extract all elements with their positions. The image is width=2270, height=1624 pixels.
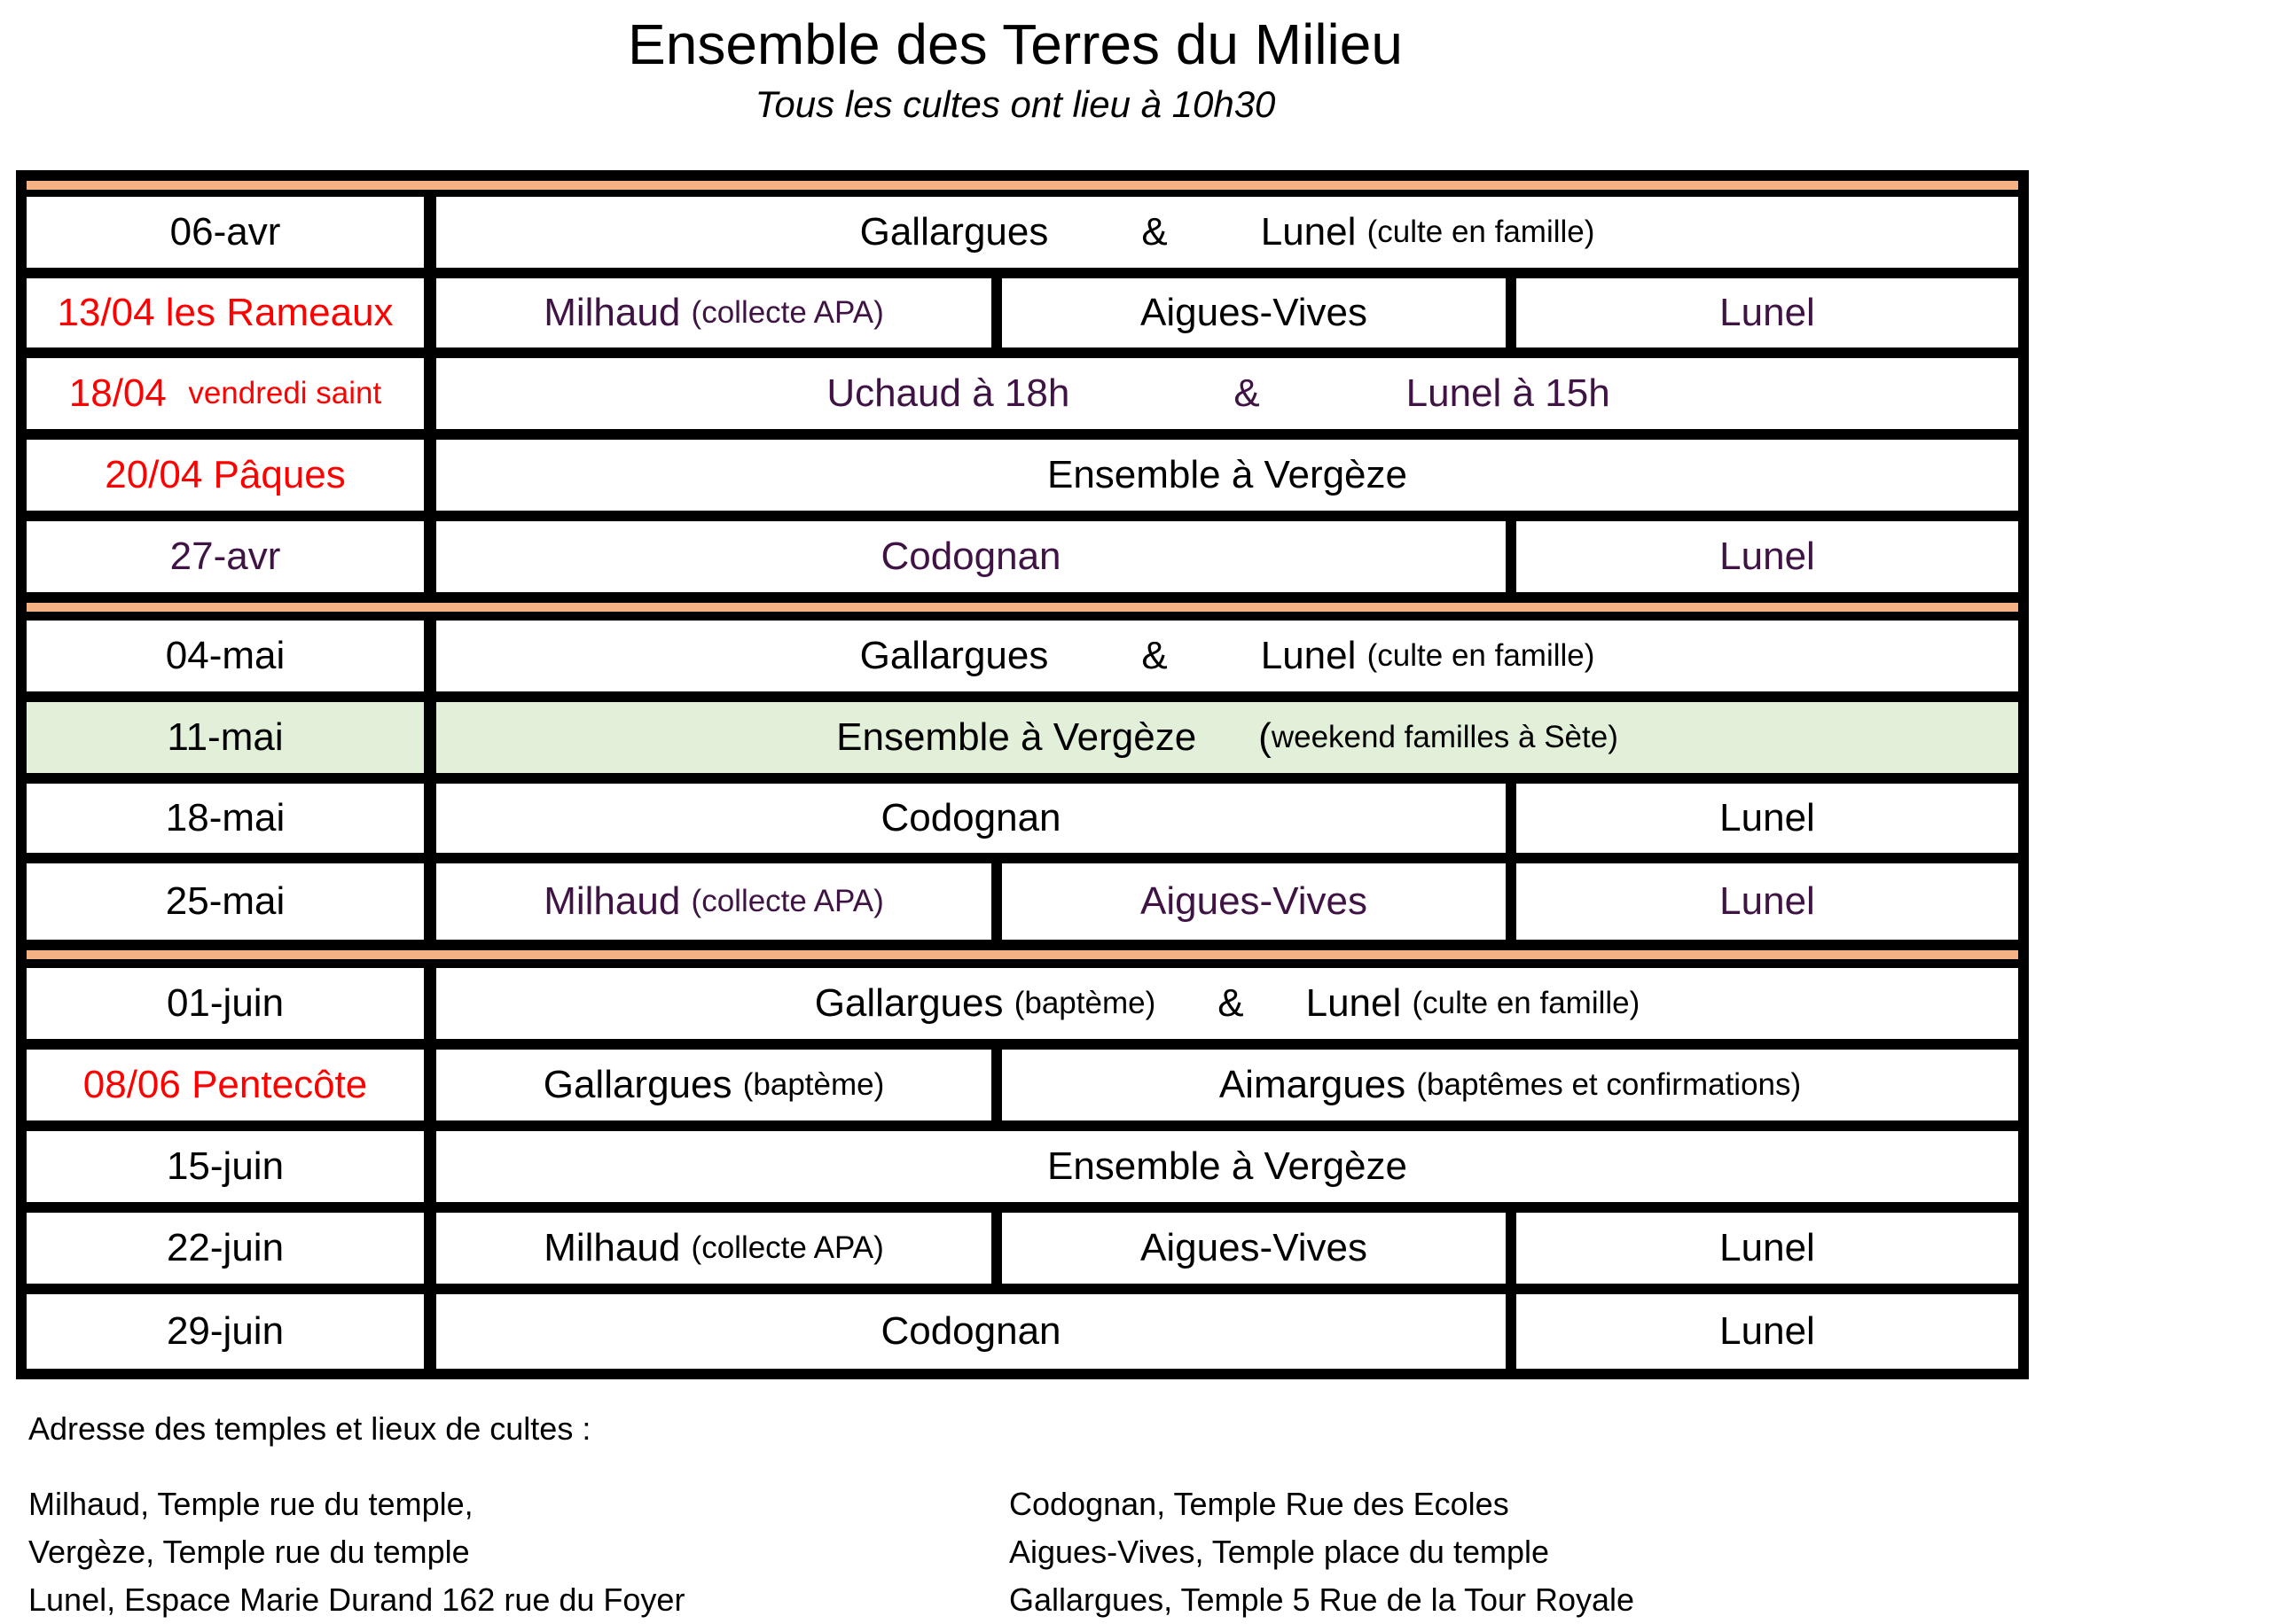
date-cell: 27-avr xyxy=(27,521,424,592)
table-row xyxy=(16,521,2029,592)
lieu-cell xyxy=(436,1050,991,1120)
address-line: Vergèze, Temple rue du temple xyxy=(28,1534,470,1570)
table-row xyxy=(16,440,2029,511)
lieu-note: (collecte APA) xyxy=(691,295,884,330)
lieu-cell: Lunel xyxy=(1516,278,2018,347)
lieu-note: weekend familles à Sète) xyxy=(1271,720,1618,754)
lieu-name: Milhaud xyxy=(544,1226,681,1269)
lieu-note: (baptêmes et confirmations) xyxy=(1416,1067,1802,1102)
date-cell: 11-mai xyxy=(27,702,424,773)
month-separator-mai xyxy=(27,603,2018,612)
lieu-name: Milhaud xyxy=(544,291,681,334)
lieu-note: (culte en famille) xyxy=(1366,638,1595,673)
lieu-name: Lunel xyxy=(1260,210,1357,254)
table-row xyxy=(16,863,2029,940)
address-line: Milhaud, Temple rue du temple, xyxy=(28,1486,474,1522)
lieu-name: Gallargues xyxy=(859,634,1049,677)
lieu-name: Uchaud à 18h xyxy=(826,371,1070,415)
lieu-cell xyxy=(436,358,2018,429)
lieu-note: (baptème) xyxy=(742,1067,885,1102)
lieu-note: (culte en famille) xyxy=(1412,986,1640,1020)
lieu-name: Milhaud xyxy=(544,879,681,923)
address-line: Aigues-Vives, Temple place du temple xyxy=(1009,1534,1550,1570)
lieu-cell xyxy=(436,863,991,940)
lieu-cell: Lunel xyxy=(1516,1213,2018,1284)
date-cell: 06-avr xyxy=(27,197,424,268)
table-row xyxy=(16,358,2029,429)
table-row xyxy=(16,968,2029,1039)
lieu-cell: Codognan xyxy=(436,1294,1506,1369)
lieu-cell xyxy=(1002,1050,2018,1120)
schedule-table xyxy=(16,170,2029,1379)
lieu-note-paren: ( xyxy=(1258,715,1272,759)
lieu-cell xyxy=(436,621,2018,691)
ampersand: & xyxy=(1233,371,1260,415)
date-cell: 13/04 les Rameaux xyxy=(27,278,424,347)
document-subtitle: Tous les cultes ont lieu à 10h30 xyxy=(755,83,1276,125)
table-row xyxy=(16,1294,2029,1369)
lieu-cell: Codognan xyxy=(436,784,1506,853)
date-main: 18/04 xyxy=(68,371,167,415)
lieu-cell xyxy=(436,968,2018,1039)
lieu-cell xyxy=(436,197,2018,268)
lieu-cell xyxy=(436,1213,991,1284)
table-row xyxy=(16,197,2029,268)
lieu-cell: Lunel xyxy=(1516,521,2018,592)
lieu-cell: Codognan xyxy=(436,521,1506,592)
lieu-cell: Lunel xyxy=(1516,863,2018,940)
table-row xyxy=(16,1050,2029,1120)
date-cell: 25-mai xyxy=(27,863,424,940)
lieu-name: Ensemble à Vergèze xyxy=(836,715,1197,759)
month-separator-avril xyxy=(27,181,2018,190)
lieu-cell: Lunel xyxy=(1516,784,2018,853)
table-row xyxy=(16,621,2029,691)
table-row xyxy=(16,702,2029,773)
lieu-note: (baptème) xyxy=(1014,986,1156,1020)
lieu-name: Lunel xyxy=(1260,634,1357,677)
ampersand: & xyxy=(1141,634,1168,677)
lieu-note: (collecte APA) xyxy=(691,1230,884,1265)
date-cell: 29-juin xyxy=(27,1294,424,1369)
date-cell: 15-juin xyxy=(27,1131,424,1202)
date-note: vendredi saint xyxy=(188,376,382,410)
date-cell xyxy=(27,358,424,429)
date-cell: 08/06 Pentecôte xyxy=(27,1050,424,1120)
date-cell: 18-mai xyxy=(27,784,424,853)
lieu-cell: Aigues-Vives xyxy=(1002,863,1506,940)
date-cell: 01-juin xyxy=(27,968,424,1039)
lieu-name: Lunel xyxy=(1305,981,1402,1025)
lieu-name: Aimargues xyxy=(1218,1063,1406,1106)
address-line: Codognan, Temple Rue des Ecoles xyxy=(1009,1486,1509,1522)
lieu-name: Lunel à 15h xyxy=(1405,371,1610,415)
ampersand: & xyxy=(1217,981,1244,1025)
ampersand: & xyxy=(1141,210,1168,254)
date-cell: 04-mai xyxy=(27,621,424,691)
document-title: Ensemble des Terres du Milieu xyxy=(628,12,1403,76)
lieu-name: Gallargues xyxy=(859,210,1049,254)
date-cell: 20/04 Pâques xyxy=(27,440,424,511)
address-line: Gallargues, Temple 5 Rue de la Tour Royale xyxy=(1009,1581,1635,1618)
lieu-note: (collecte APA) xyxy=(691,884,884,918)
address-line: Lunel, Espace Marie Durand 162 rue du Foyer xyxy=(28,1581,685,1618)
lieu-cell xyxy=(436,702,2018,773)
month-separator-juin xyxy=(27,950,2018,959)
addresses-heading: Adresse des temples et lieux de cultes : xyxy=(28,1410,591,1447)
lieu-cell: Aigues-Vives xyxy=(1002,1213,1506,1284)
table-row xyxy=(16,1213,2029,1284)
lieu-name: Gallargues xyxy=(814,981,1004,1025)
lieu-note: (culte en famille) xyxy=(1366,215,1595,249)
lieu-cell: Ensemble à Vergèze xyxy=(436,1131,2018,1202)
table-row xyxy=(16,1131,2029,1202)
lieu-cell: Ensemble à Vergèze xyxy=(436,440,2018,511)
lieu-cell xyxy=(436,278,991,347)
lieu-cell: Aigues-Vives xyxy=(1002,278,1506,347)
lieu-cell: Lunel xyxy=(1516,1294,2018,1369)
date-cell: 22-juin xyxy=(27,1213,424,1284)
lieu-name: Gallargues xyxy=(543,1063,732,1106)
table-row xyxy=(16,784,2029,853)
table-row xyxy=(16,278,2029,347)
